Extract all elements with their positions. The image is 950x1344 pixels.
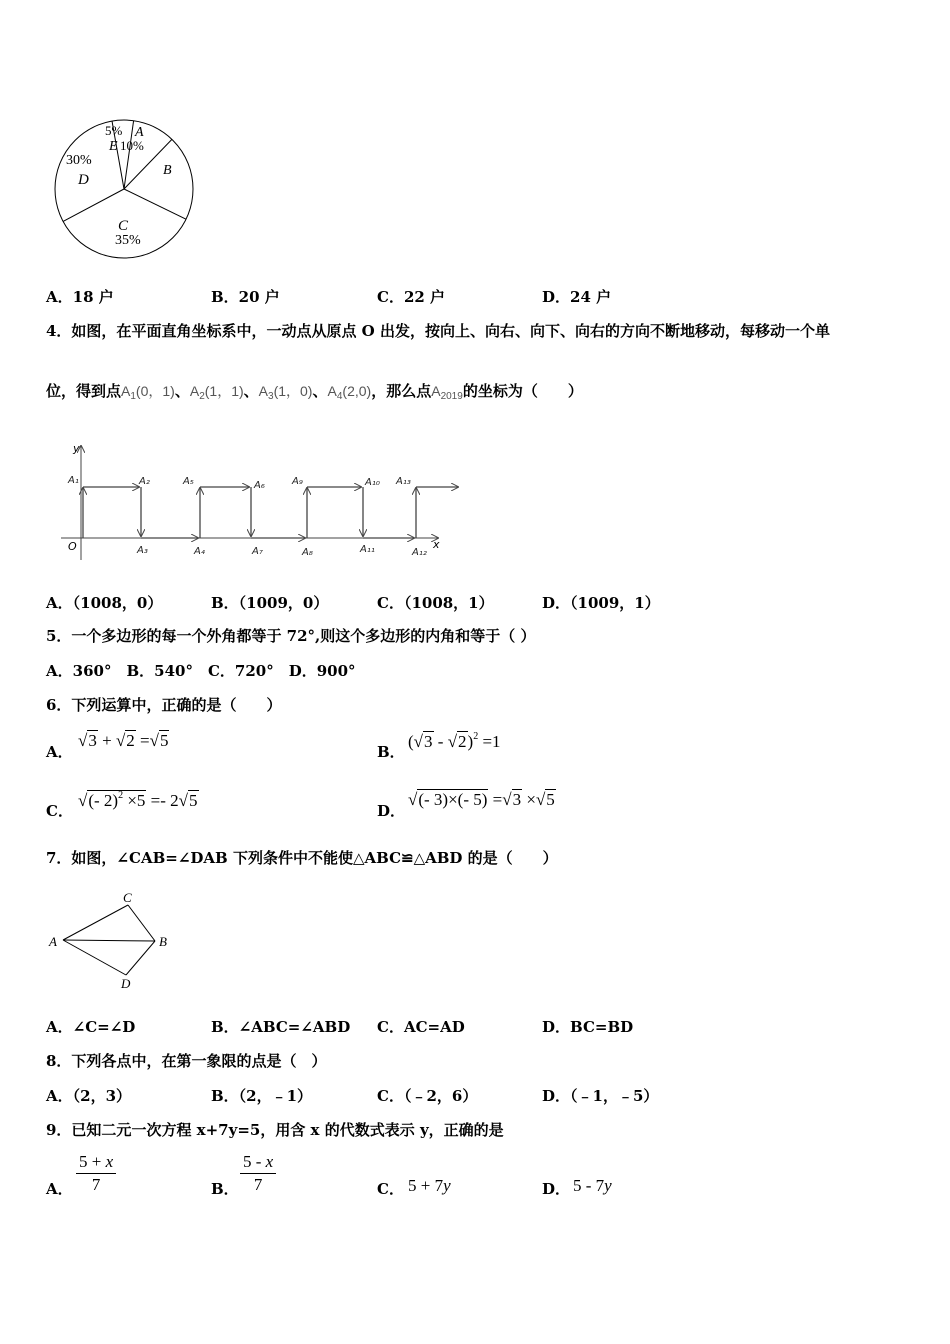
- radical-3: 3: [88, 731, 97, 750]
- q7-stem: 7．如图，∠CAB=∠DAB 下列条件中不能使△ABC≌△ABD 的是（ ）: [46, 849, 558, 867]
- q8-option-d[interactable]: D．（﹣1，﹣5）: [542, 1087, 659, 1105]
- q6-option-a-label[interactable]: A．: [46, 743, 73, 761]
- q4-sep-1: 、: [174, 382, 190, 400]
- label-a3: A₃: [137, 545, 148, 556]
- pie-label-pct-D: 30%: [66, 153, 92, 168]
- q8-option-c[interactable]: C．（﹣2，6）: [377, 1087, 478, 1105]
- q3-option-a[interactable]: A．18 户: [46, 288, 114, 306]
- radical-2: 2: [126, 731, 135, 750]
- q4-sep-3: 、: [312, 382, 328, 400]
- label-a1: A₁: [68, 475, 79, 486]
- label-a13: A₁₃: [396, 476, 411, 487]
- segment-db: [126, 941, 155, 975]
- q8-option-b[interactable]: B．（2，﹣1）: [211, 1087, 313, 1105]
- segment-ab: [63, 940, 155, 941]
- label-a8: A₈: [302, 547, 313, 558]
- q6-option-a-expr: √3 + √2 =√5: [78, 731, 169, 750]
- vertex-c: C: [123, 890, 132, 905]
- q9-option-b-expr: [240, 1152, 276, 1195]
- q4-point-a2: $A_2(1$，1): [189, 383, 244, 402]
- q7-option-d[interactable]: D．BC=BD: [542, 1018, 634, 1036]
- label-a11: A₁₁: [360, 544, 375, 555]
- vertex-d: D: [121, 976, 131, 991]
- q6-option-c-expr: √(- 2)$^2$ ×5 =- 2√5: [78, 790, 198, 810]
- pie-label-pct-C: 35%: [115, 233, 141, 248]
- q9-option-d-label[interactable]: D．: [542, 1180, 571, 1198]
- q3-option-d[interactable]: D．24 户: [542, 288, 612, 306]
- label-a7: A₇: [252, 546, 263, 557]
- q6-option-b-label[interactable]: B．: [377, 743, 405, 761]
- q7-option-c[interactable]: C．AC=AD: [377, 1018, 465, 1036]
- q7-option-a[interactable]: A．∠C=∠D: [46, 1018, 136, 1036]
- fraction: $\frac{5 + x}{7}$: [76, 1152, 116, 1195]
- q9-option-b-label[interactable]: B．: [211, 1180, 239, 1198]
- y-axis-label: y: [73, 442, 80, 455]
- vertex-a: A: [49, 934, 57, 949]
- pie-label-pct-E: 5%: [105, 123, 123, 138]
- q8-stem: 8．下列各点中，在第一象限的点是（ ）: [46, 1052, 327, 1070]
- pie-label-E: E: [109, 139, 118, 154]
- q8-option-a[interactable]: A．（2，3）: [46, 1087, 132, 1105]
- q4-option-d[interactable]: D．（1009，1）: [542, 594, 660, 612]
- q6-option-b-expr: (√3 - √2)$^2$ =1: [408, 731, 501, 751]
- q4-line2-pre: 位，得到点: [46, 382, 122, 400]
- q7-option-b[interactable]: B．∠ABC=∠ABD: [211, 1018, 351, 1036]
- q9-option-a-label[interactable]: A．: [46, 1180, 73, 1198]
- q4-target-point: $A_{2019}$: [431, 383, 463, 402]
- pie-label-C: C: [118, 218, 129, 234]
- x-axis-label: x: [433, 538, 440, 551]
- q6-option-d-label[interactable]: D．: [377, 802, 406, 820]
- segment-cb: [128, 905, 155, 941]
- q9-option-c-expr: 5 + 7y: [408, 1176, 451, 1195]
- fraction: $\frac{5 - x}{7}$: [240, 1152, 276, 1195]
- q5-stem: 5．一个多边形的每一个外角都等于 72°,则这个多边形的内角和等于（ ）: [46, 627, 536, 645]
- pie-label-B: B: [163, 163, 172, 178]
- origin-label: O: [68, 540, 77, 553]
- pie-chart: [44, 112, 204, 270]
- q5-options[interactable]: A．360° B．540° C．720° D．900°: [46, 662, 356, 680]
- q4-stem-line1: 4．如图，在平面直角坐标系中，一动点从原点 O 出发，按向上、向右、向下、向右的方向不断地移动，每移动一个单: [46, 322, 830, 340]
- q4-sep-2: 、: [243, 382, 259, 400]
- q6-option-d-expr: √(- 3)×(- 5) =√3 ×√5: [408, 790, 555, 809]
- q4-option-a[interactable]: A．（1008，0）: [46, 594, 163, 612]
- radical-5: 5: [159, 731, 169, 750]
- label-a10: A₁₀: [365, 477, 380, 488]
- q4-point-a4: $A_4(2,0)$: [327, 383, 372, 402]
- label-a2: A₂: [139, 476, 150, 487]
- pie-label-D: D: [78, 172, 89, 188]
- label-a5: A₅: [183, 476, 194, 487]
- label-a9: A₉: [292, 476, 303, 487]
- label-a6: A₆: [254, 480, 265, 491]
- q4-stem-line2: [46, 380, 583, 402]
- label-a12: A₁₂: [412, 547, 427, 558]
- q3-option-b[interactable]: B．20 户: [211, 288, 280, 306]
- q3-option-c[interactable]: C．22 户: [377, 288, 446, 306]
- q9-option-c-label[interactable]: C．: [377, 1180, 404, 1198]
- q6-option-c-label[interactable]: C．: [46, 802, 73, 820]
- q4-line2-mid: ，那么点: [371, 382, 432, 400]
- q6-stem: 6．下列运算中，正确的是（ ）: [46, 696, 282, 714]
- q4-point-a3: $A_3(1$，0): [258, 383, 313, 402]
- q9-stem: 9．已知二元一次方程 x+7y=5，用含 x 的代数式表示 y，正确的是: [46, 1121, 504, 1139]
- vertex-b: B: [159, 934, 167, 949]
- q7-triangle-figure: [46, 888, 181, 993]
- q4-coordinate-figure: [58, 438, 468, 563]
- segment-ac: [63, 905, 128, 940]
- q4-option-b[interactable]: B．（1009，0）: [211, 594, 329, 612]
- q9-option-a-expr: [76, 1152, 116, 1195]
- segment-ad: [63, 940, 126, 975]
- pie-label-pct-A: 10%: [120, 138, 144, 153]
- q9-option-d-expr: 5 - 7y: [573, 1176, 612, 1195]
- q4-line2-post: 的坐标为（ ）: [462, 382, 583, 400]
- q4-option-c[interactable]: C．（1008，1）: [377, 594, 494, 612]
- pie-label-A: A: [135, 125, 144, 140]
- label-a4: A₄: [194, 546, 205, 557]
- q4-point-a1: $A_1(0$，1): [121, 383, 175, 402]
